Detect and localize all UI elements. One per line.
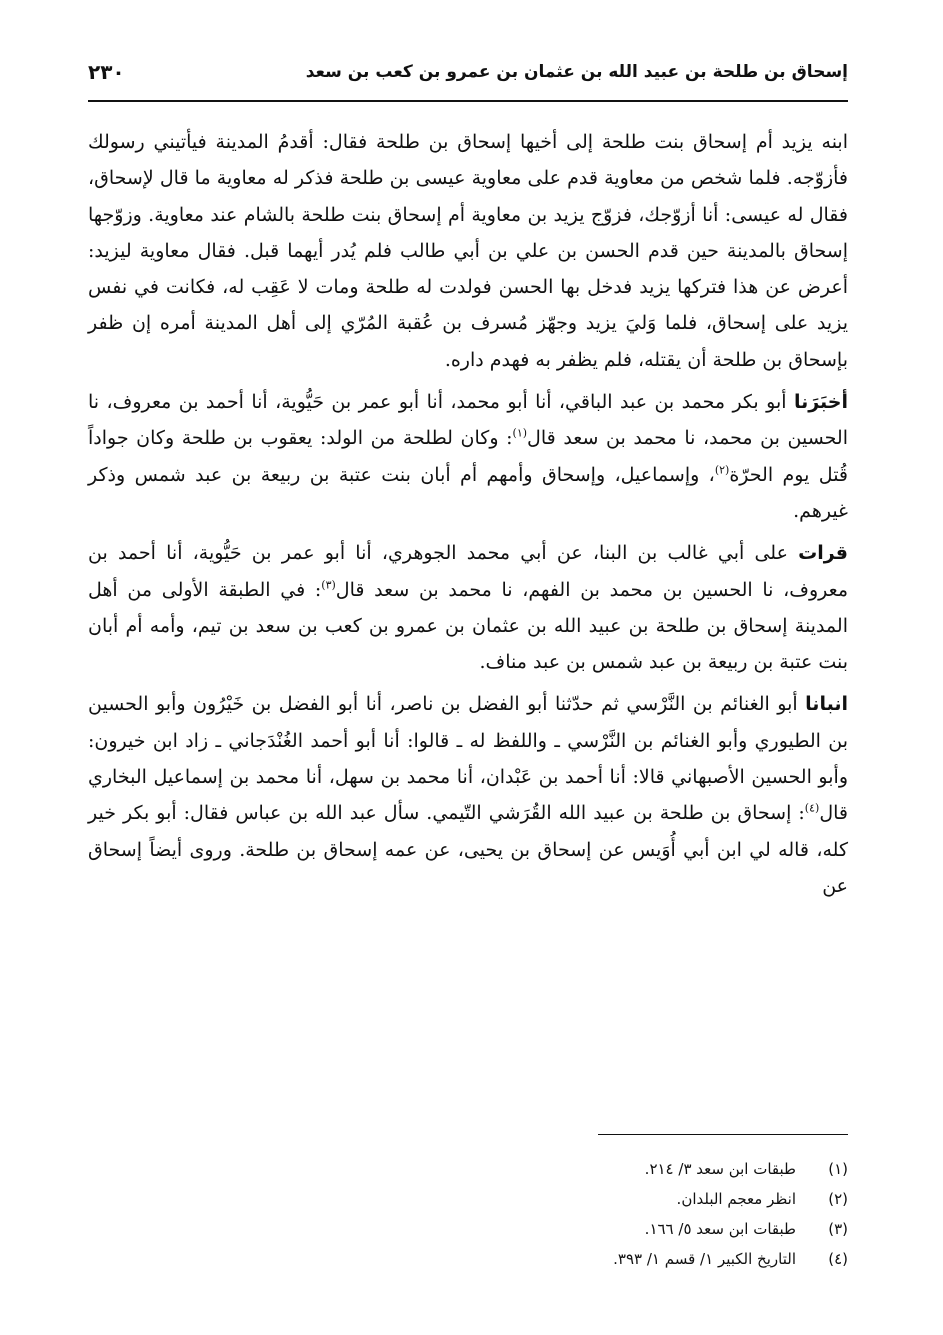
footnote-text: التاريخ الكبير ١/ قسم ١/ ٣٩٣. bbox=[613, 1250, 796, 1268]
paragraph-lead-word: قرات bbox=[798, 542, 848, 565]
paragraph-text: ابنه يزيد أم إسحاق بنت طلحة إلى أخيها إسحاق بن طلحة فقال: أقدمُ المدينة فيأتيني رسولك فأزوّجه. فلما شخص من معاوية قدم على معاوية عيسى بن طلحة فذكر له معاوية ما قال لإسحاق، فقال له عيسى: أنا أزوّجك، فزوّج يزيد بن معاوية أم إسحاق بنت طلحة بالشام عند معاوية. وزوّجها إسحاق بالمدينة حين قدم الحسن بن علي بن أبي طالب فلم يُدر أيهما قبل. فقال معاوية ليزيد: أعرض عن هذا فتركها يزيد فدخل بها الحسن فولدت له طلحة ومات لا عَقِب له، فكانت في نفس يزيد على إسحاق، فلما وَليَ يزيد وجهّز مُسرف بن عُقبة المُرّي إلى أهل المدينة أمره إن ظفر بإسحاق بن طلحة أن يقتله، فلم يظفر به فهدم داره. bbox=[88, 131, 848, 371]
paragraph-3 bbox=[88, 535, 848, 680]
footnote-number: (٤) bbox=[828, 1250, 848, 1268]
footnotes bbox=[88, 1154, 848, 1274]
paragraph-lead-word: أخبَرَنا bbox=[793, 391, 848, 414]
page-number: ٢٣٠ bbox=[88, 60, 125, 84]
footnote-ref: (١) bbox=[512, 427, 528, 441]
body-text bbox=[88, 124, 848, 904]
paragraph-text: على أبي غالب بن البنا، عن أبي محمد الجوهري، أنا أبو عمر بن حَيُّوية، أنا أحمد بن معروف، نا الحسين بن محمد بن الفهم، نا محمد بن سعد قال bbox=[88, 542, 849, 601]
footnote-number: (٣) bbox=[828, 1220, 848, 1238]
footnote-1 bbox=[88, 1154, 848, 1184]
paragraph-text-end: ، وإسماعيل، وإسحاق وأمهم أم أبان بنت عتبة بن ربيعة بن عبد شمس وذكر غيرهم. bbox=[88, 463, 848, 522]
footnote-number: (١) bbox=[828, 1160, 848, 1178]
footnote-number: (٢) bbox=[828, 1190, 848, 1208]
running-head: إسحاق بن طلحة بن عبيد الله بن عثمان بن عمرو بن كعب بن سعد bbox=[305, 62, 848, 82]
footnote-text: انظر معجم البلدان. bbox=[676, 1190, 796, 1208]
footnote-divider bbox=[598, 1134, 848, 1135]
paragraph-text: أبو الغنائم بن النَّرْسي ثم حدّثنا أبو الفضل بن ناصر، أنا أبو الفضل بن خَيْرُون وأبو الحسين بن الطيوري وأبو الغنائم بن النَّرْسي ـ واللفظ له ـ قالوا: أنا أبو أحمد الغُنْدَجاني ـ زاد ابن خيرون: وأبو الحسين الأصبهاني قالا: أنا أحمد بن عَبْدان، أنا محمد بن سهل، أنا محمد بن إسماعيل البخاري قال bbox=[88, 693, 848, 825]
page-header bbox=[88, 54, 848, 102]
book-page bbox=[88, 54, 848, 1294]
paragraph-2 bbox=[88, 384, 848, 529]
paragraph-lead-word: انبانا bbox=[805, 693, 848, 716]
paragraph-text-continued: : في الطبقة الأولى من أهل المدينة إسحاق بن طلحة بن عبيد الله بن عثمان بن عمرو بن كعب بن سعد بن تيم، وأمه أم أبان بنت عتبة بن ربيعة بن عبد شمس بن عبد مناف. bbox=[88, 578, 848, 674]
footnote-ref: (٢) bbox=[714, 463, 730, 477]
paragraph-text-continued: : وكان لطلحة من الولد: يعقوب بن طلحة وكان جواداً قُتل يوم الحرّة bbox=[88, 427, 849, 486]
footnote-4 bbox=[88, 1244, 848, 1274]
paragraph-text: أبو بكر محمد بن عبد الباقي، أنا أبو محمد، أنا أبو عمر بن حَيُّوية، أنا أحمد بن معروف، نا الحسين بن محمد، نا محمد بن سعد قال bbox=[88, 391, 848, 450]
footnote-ref: (٤) bbox=[804, 802, 820, 816]
footnote-ref: (٣) bbox=[321, 578, 336, 592]
paragraph-4 bbox=[88, 686, 848, 904]
footnote-3 bbox=[88, 1214, 848, 1244]
footnote-text: طبقات ابن سعد ٥/ ١٦٦. bbox=[644, 1220, 796, 1238]
footnote-text: طبقات ابن سعد ٣/ ٢١٤. bbox=[644, 1160, 796, 1178]
footnote-2 bbox=[88, 1184, 848, 1214]
paragraph-text-continued: : إسحاق بن طلحة بن عبيد الله القُرَشي التّيمي. سأل عبد الله بن عباس فقال: أبو بكر خير كله، قاله لي ابن أبي أُوَيس عن إسحاق بن يحيى، عن عمه إسحاق بن طلحة. وروى أيضاً إسحاق عن bbox=[88, 802, 848, 897]
paragraph-1 bbox=[88, 124, 848, 378]
